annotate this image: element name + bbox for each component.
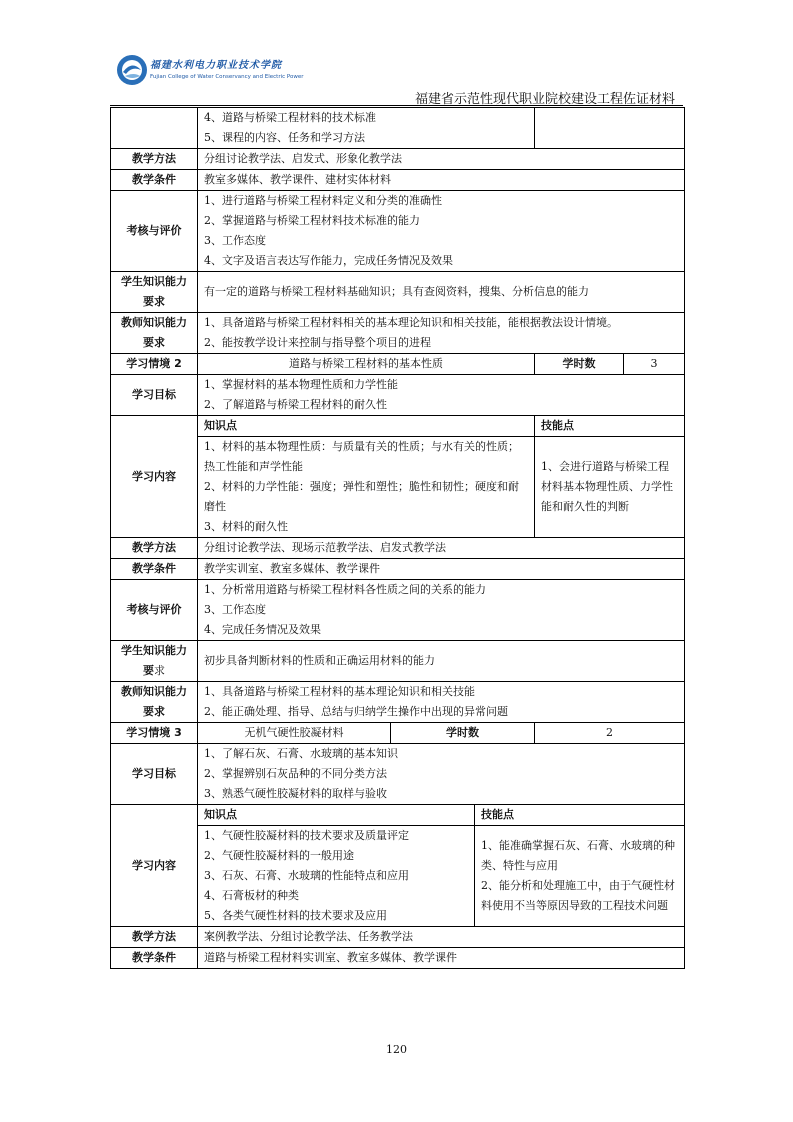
goals-value: 1、掌握材料的基本物理性质和力学性能 2、了解道路与桥梁工程材料的耐久性 [198, 375, 685, 416]
conditions-value: 道路与桥梁工程材料实训室、教室多媒体、教学课件 [198, 948, 685, 969]
table-row [111, 375, 685, 416]
teacher-req-label: 教师知识能力 要求 [111, 682, 198, 723]
assessment-value: 1、进行道路与桥梁工程材料定义和分类的准确性 2、掌握道路与桥梁工程材料技术标准的能力 3、工作态度 4、文字及语言表达写作能力，完成任务情况及效果 [198, 191, 685, 272]
school-name-en: Fujian College of Water Conservancy and Electric Power [150, 74, 304, 80]
table-row [111, 682, 685, 723]
table-row [111, 170, 685, 191]
goals-value: 1、了解石灰、石膏、水玻璃的基本知识 2、掌握辨别石灰品种的不同分类方法 3、熟悉气硬性胶凝材料的取样与验收 [198, 744, 685, 805]
skills-value: 1、能准确掌握石灰、石膏、水玻璃的种类、特性与应用 2、能分析和处理施工中，由于气硬性材料使用不当等原因导致的工程技术问题 [475, 826, 685, 927]
method-label: 教学方法 [111, 927, 198, 948]
table-row [111, 826, 685, 927]
skills-continued [535, 108, 685, 149]
table-row [111, 416, 685, 437]
situation-3-title: 无机气硬性胶凝材料 [198, 723, 391, 744]
situation-3-label: 学习情境 3 [111, 723, 198, 744]
content-label: 学习内容 [111, 416, 198, 538]
table-row [111, 313, 685, 354]
teacher-req-value: 1、具备道路与桥梁工程材料的基本理论知识和相关技能 2、能正确处理、指导、总结与归纳学生操作中出现的异常问题 [198, 682, 685, 723]
method-label: 教学方法 [111, 538, 198, 559]
content-continued: 4、道路与桥梁工程材料的技术标准 5、课程的内容、任务和学习方法 [198, 108, 535, 149]
table-row [111, 723, 685, 744]
method-label: 教学方法 [111, 149, 198, 170]
knowledge-value: 1、材料的基本物理性质：与质量有关的性质；与水有关的性质；热工性能和声学性能 2、材料的力学性能：强度；弹性和塑性；脆性和韧性；硬度和耐磨性 3、材料的耐久性 [198, 437, 535, 538]
content-label: 学习内容 [111, 805, 198, 927]
table-row [111, 744, 685, 805]
document-header-title: 福建省示范性现代职业院校建设工程佐证材料 [414, 92, 675, 107]
method-value: 分组讨论教学法、启发式、形象化教学法 [198, 149, 685, 170]
teacher-req-value: 1、具备道路与桥梁工程材料相关的基本理论知识和相关技能，能根据教法设计情境。 2、能按教学设计来控制与指导整个项目的进程 [198, 313, 685, 354]
page-number: 120 [386, 1043, 407, 1056]
table-row [111, 559, 685, 580]
student-req-value: 初步具备判断材料的性质和正确运用材料的能力 [198, 641, 685, 682]
situation-2-title: 道路与桥梁工程材料的基本性质 [198, 354, 535, 375]
table-row [111, 927, 685, 948]
table-row [111, 580, 685, 641]
method-value: 案例教学法、分组讨论教学法、任务教学法 [198, 927, 685, 948]
conditions-value: 教学实训室、教室多媒体、教学课件 [198, 559, 685, 580]
method-value: 分组讨论教学法、现场示范教学法、启发式教学法 [198, 538, 685, 559]
knowledge-value: 1、气硬性胶凝材料的技术要求及质量评定 2、气硬性胶凝材料的一般用途 3、石灰、石膏、水玻璃的性能特点和应用 4、石膏板材的种类 5、各类气硬性材料的技术要求及应用 [198, 826, 475, 927]
table-row [111, 538, 685, 559]
blank-label-cell [111, 108, 198, 149]
table-row [111, 149, 685, 170]
student-req-label: 学生知识能力 要求 [111, 641, 198, 682]
situation-2-label: 学习情境 2 [111, 354, 198, 375]
table-row [111, 108, 685, 149]
hours-value: 3 [624, 354, 685, 375]
assessment-label: 考核与评价 [111, 580, 198, 641]
hours-label: 学时数 [535, 354, 624, 375]
goals-label: 学习目标 [111, 375, 198, 416]
table-row [111, 354, 685, 375]
student-req-label: 学生知识能力 要求 [111, 272, 198, 313]
knowledge-header: 知识点 [198, 805, 475, 826]
skills-header: 技能点 [535, 416, 685, 437]
table-row [111, 191, 685, 272]
table-row [111, 641, 685, 682]
table-row [111, 805, 685, 826]
table-row [111, 437, 685, 538]
table-row [111, 272, 685, 313]
conditions-label: 教学条件 [111, 559, 198, 580]
hours-value: 2 [535, 723, 685, 744]
conditions-label: 教学条件 [111, 948, 198, 969]
curriculum-table [110, 107, 685, 969]
student-req-value: 有一定的道路与桥梁工程材料基础知识；具有查阅资料，搜集、分析信息的能力 [198, 272, 685, 313]
conditions-value: 教室多媒体、教学课件、建材实体材料 [198, 170, 685, 191]
skills-value: 1、会进行道路与桥梁工程材料基本物理性质、力学性能和耐久性的判断 [535, 437, 685, 538]
knowledge-header: 知识点 [198, 416, 535, 437]
skills-header: 技能点 [475, 805, 685, 826]
assessment-label: 考核与评价 [111, 191, 198, 272]
hours-label: 学时数 [391, 723, 535, 744]
goals-label: 学习目标 [111, 744, 198, 805]
assessment-value: 1、分析常用道路与桥梁工程材料各性质之间的关系的能力 3、工作态度 4、完成任务情况及效果 [198, 580, 685, 641]
teacher-req-label: 教师知识能力 要求 [111, 313, 198, 354]
conditions-label: 教学条件 [111, 170, 198, 191]
header-divider [110, 105, 683, 106]
table-row [111, 948, 685, 969]
school-name: 福建水利电力职业技术学院 [150, 60, 282, 71]
